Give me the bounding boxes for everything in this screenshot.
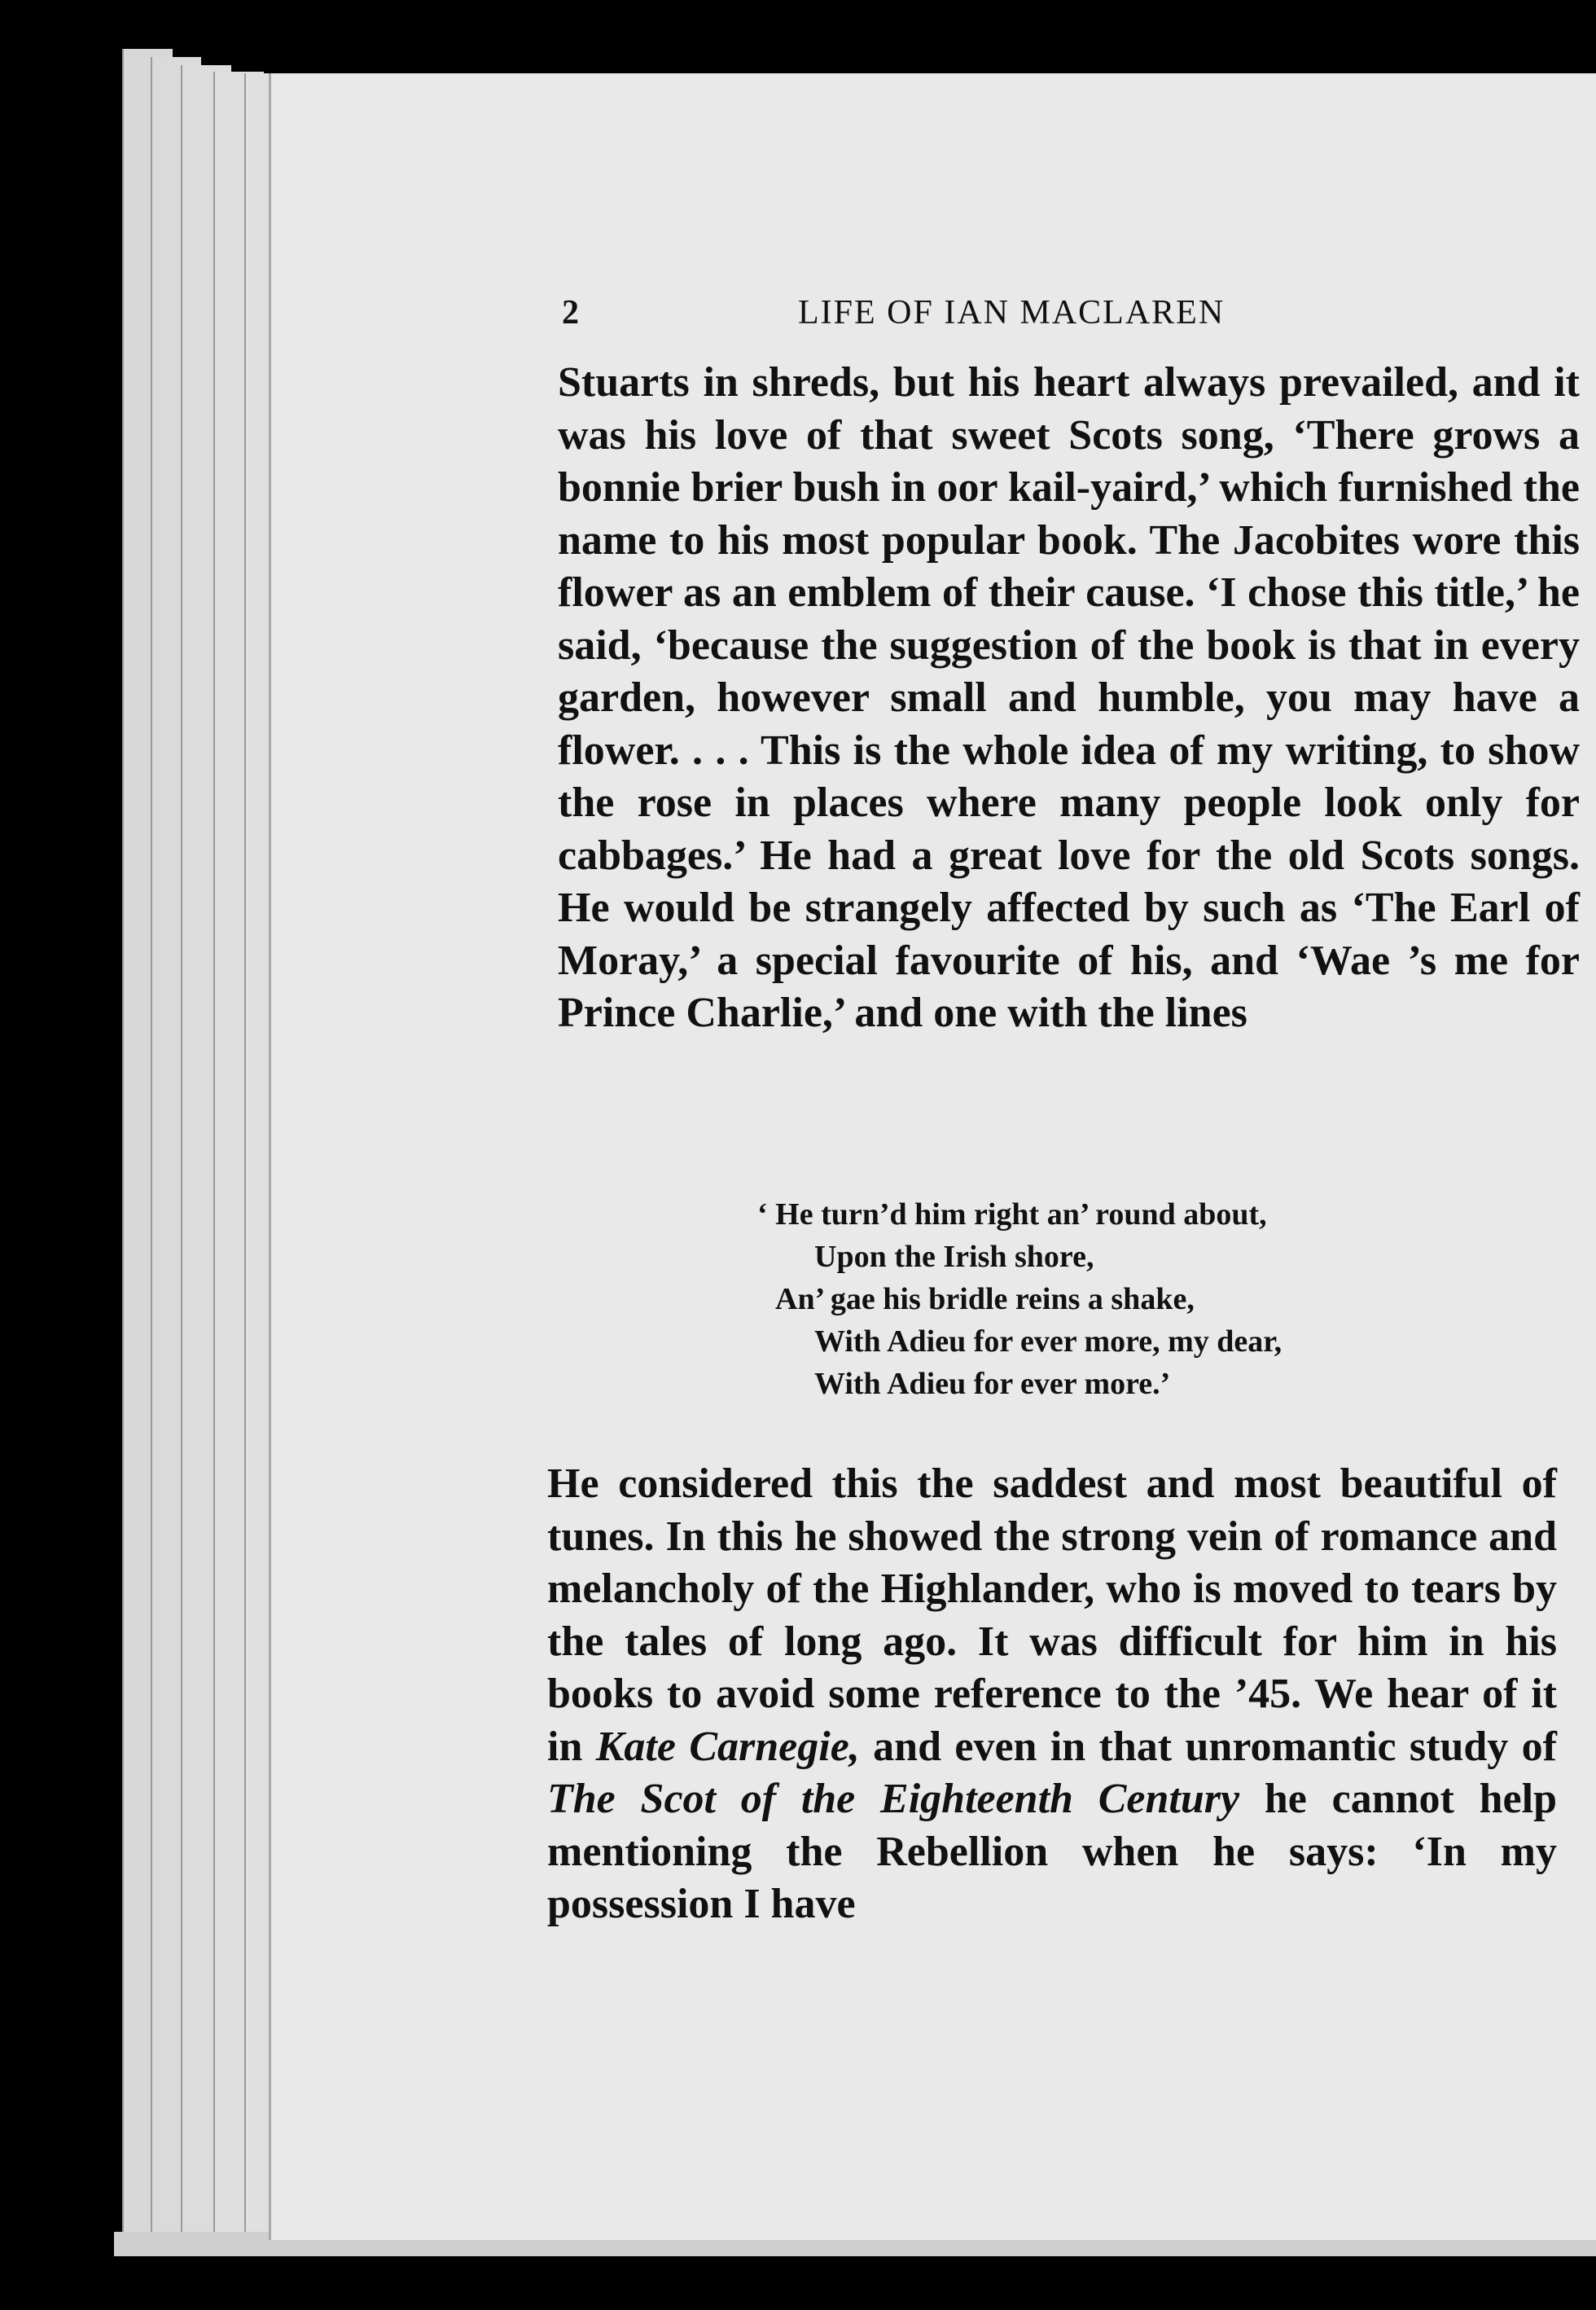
book-title-italic: The Scot of the Eighteenth Century <box>547 1776 1240 1822</box>
body-paragraph: Stuarts in shreds, but his heart always prevailed, and it was his love of that sweet Scots song, ‘There grows a bonnie brier bush in oor kail-yaird,’ which furnished the name to his most popular book. The Jacobites wore this flower as an emblem of their cause. ‘I chose this title,’ he said, ‘because the suggestion of the book is that in every garden, however small and humble, you may have a flower. . . . This is the whole idea of my writing, to show the rose in places where many people look only for cabbages.’ He had a great love for the old Scots songs. He would be strangely affected by such as ‘The Earl of Moray,’ a special favourite of his, and ‘Wae ’s me for Prince Charlie,’ and one with the lines <box>558 359 1580 1036</box>
body-paragraph <box>547 1458 1557 1931</box>
verse-line: With Adieu for ever more.’ <box>814 1367 1171 1401</box>
verse-line: An’ gae his bridle reins a shake, <box>775 1282 1195 1316</box>
paragraph-text: and even in that unromantic study of <box>859 1723 1557 1770</box>
page-number: 2 <box>562 294 581 332</box>
verse-line: Upon the Irish shore, <box>814 1240 1094 1274</box>
verse-quotation <box>757 1193 1409 1405</box>
page-header <box>562 293 1580 342</box>
verse-line: With Adieu for ever more, my dear, <box>814 1324 1282 1359</box>
verse-line: ‘ He turn’d him right an’ round about, <box>757 1197 1267 1232</box>
running-title: LIFE OF IAN MACLAREN <box>798 294 1226 332</box>
paragraph-text: he cannot help mentioning the Rebellion when he says: ‘In my possession I have <box>547 1776 1557 1927</box>
book-title-italic: Kate Carnegie, <box>595 1723 860 1770</box>
paragraph-text: He considered this the saddest and most beautiful of tunes. In this he showed the strong vein of romance and melancholy of the Highlander, who is moved to tears by the tales of long ago. It was difficult for him in his books to avoid some reference to the ’45. We hear of it in <box>547 1460 1557 1770</box>
